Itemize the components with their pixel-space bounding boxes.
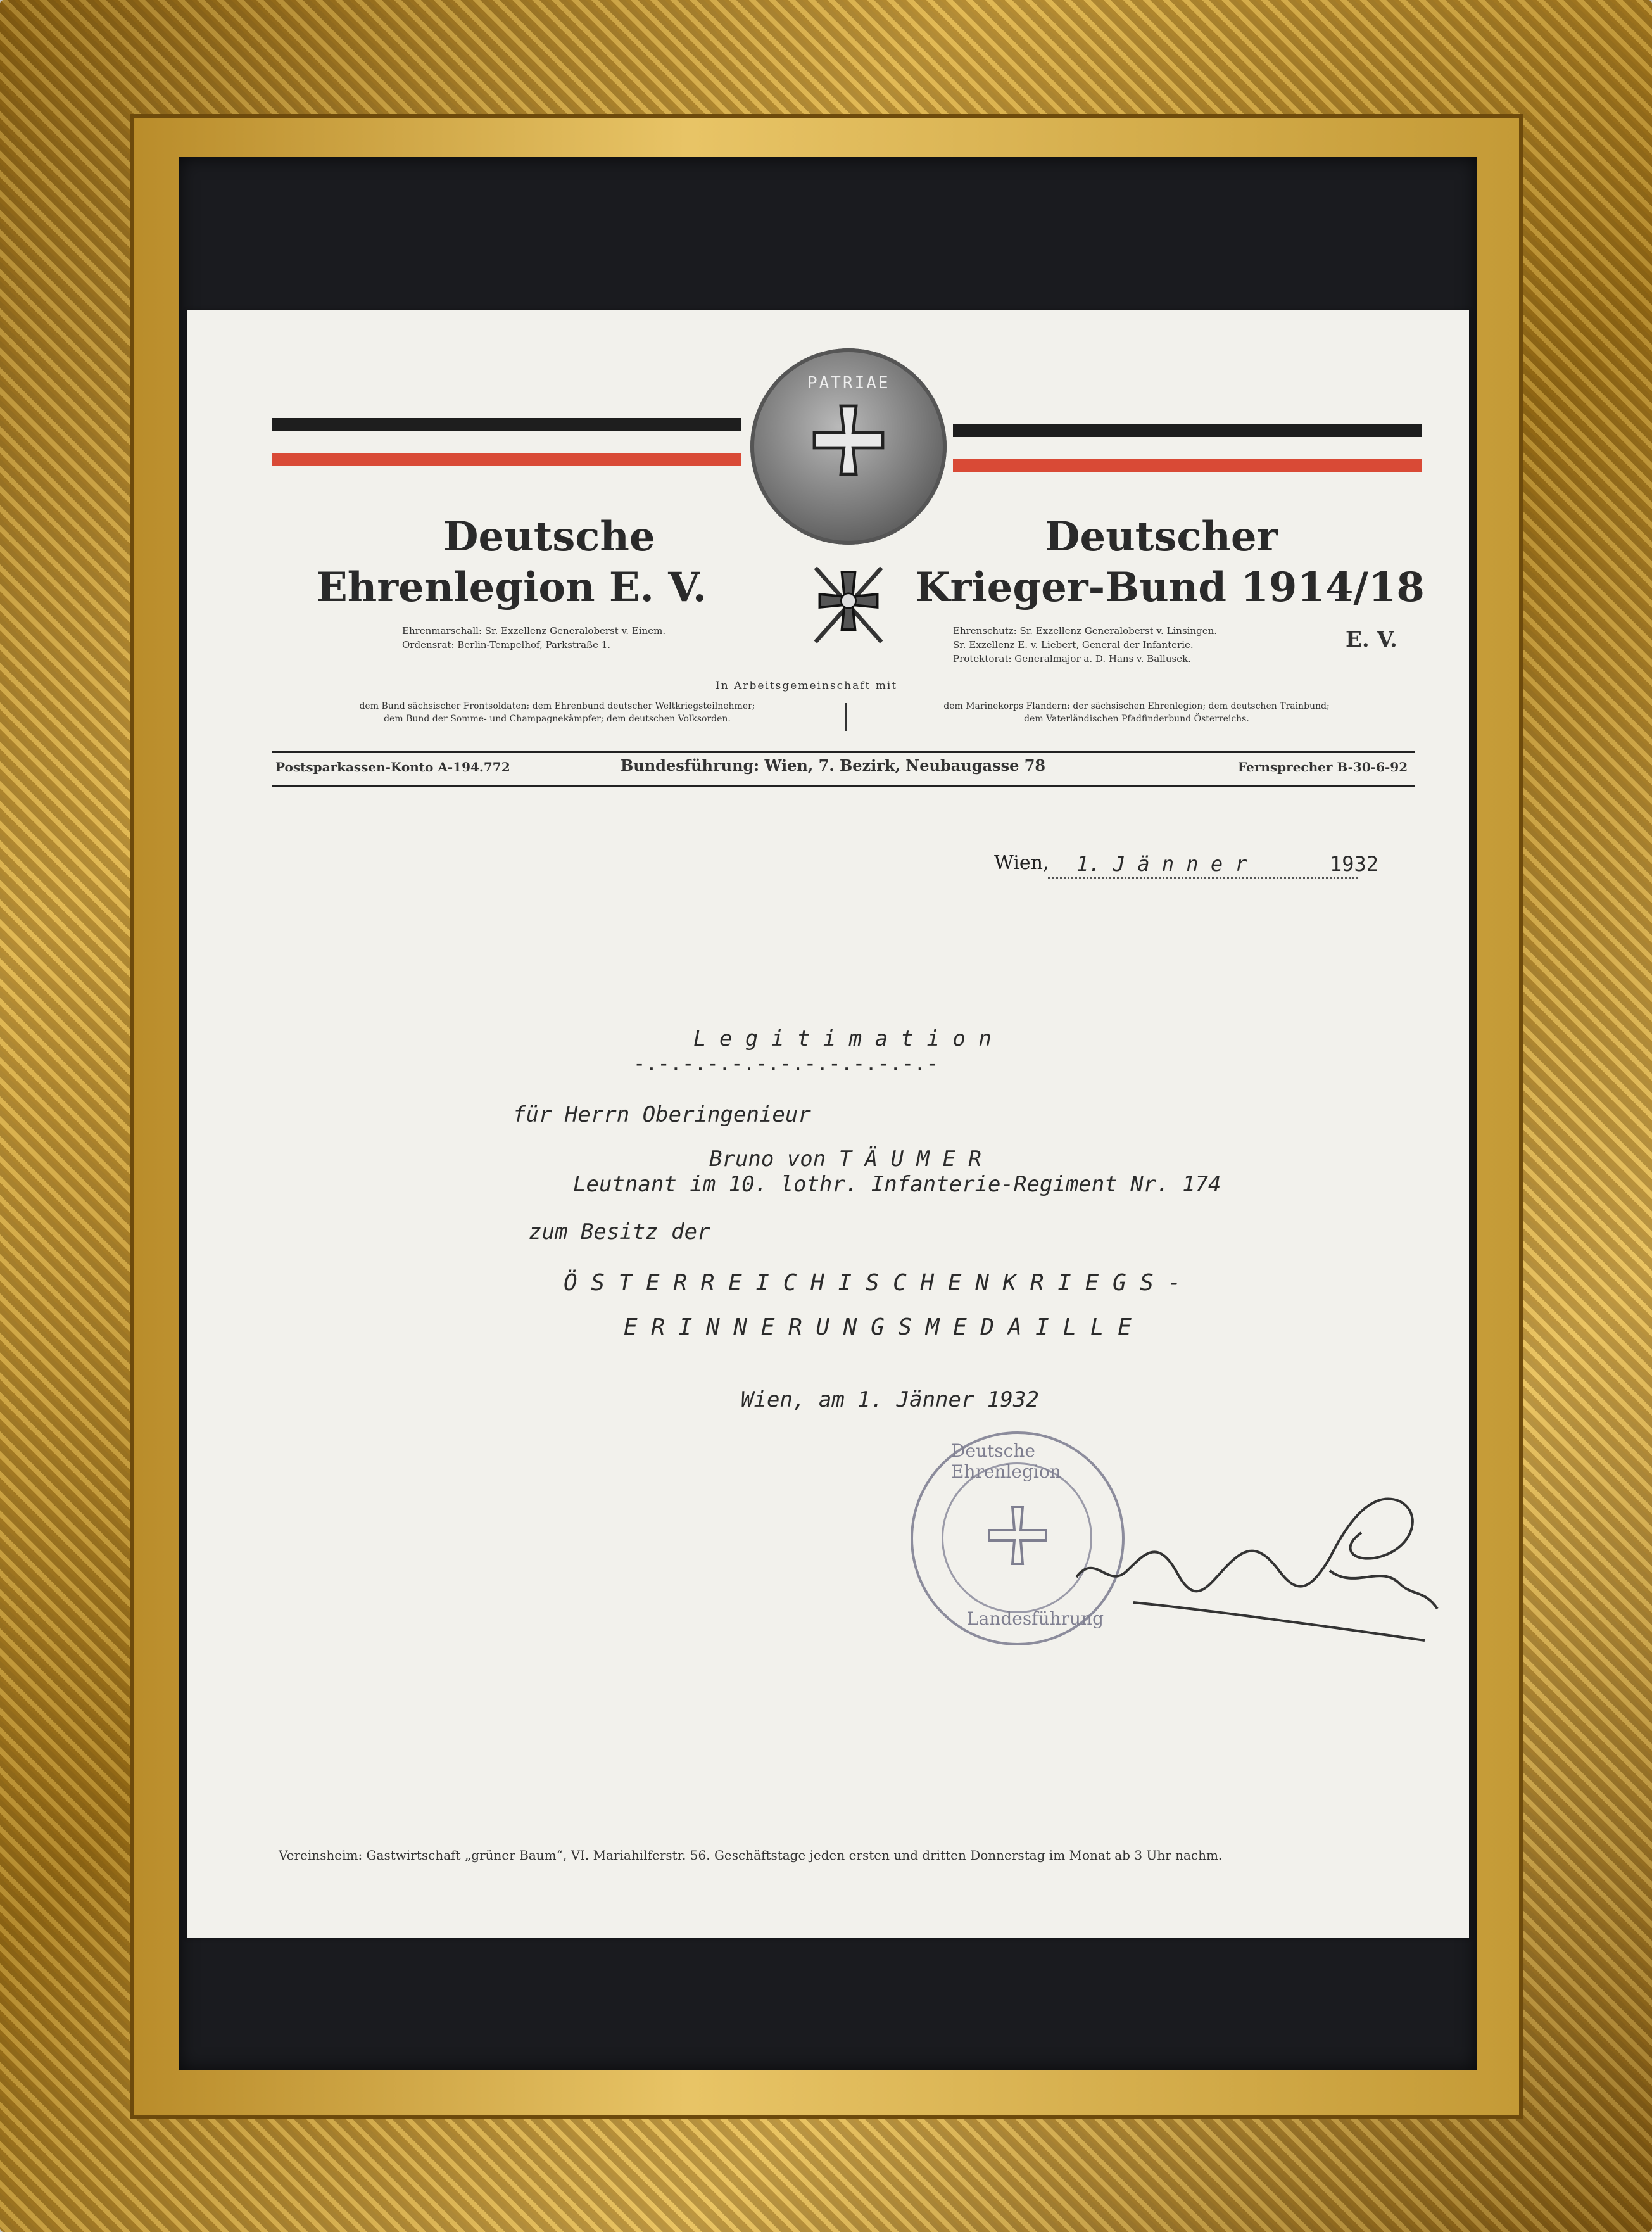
- left-org-name-line1: Deutsche: [443, 513, 655, 561]
- right-patron-line: Ehrenschutz: Sr. Exzellenz Generaloberst v. Linsingen.: [953, 625, 1218, 637]
- recipient-intro: für Herrn Oberingenieur: [513, 1102, 811, 1127]
- right-patron-line: Protektorat: Generalmajor a. D. Hans v. Ballusek.: [953, 653, 1191, 664]
- left-org-name-line2: Ehrenlegion E. V.: [317, 564, 707, 611]
- date-day-month: 1. J ä n n e r: [1076, 852, 1247, 876]
- medal-name-line2: E R I N N E R U N G S M E D A I L L E: [624, 1314, 1132, 1340]
- stamp-bottom-text: Landesführung: [967, 1608, 1104, 1629]
- date-dotted-line: [1048, 877, 1358, 879]
- flag-stripe-black-left: [272, 418, 741, 431]
- left-patron-line: Ordensrat: Berlin-Tempelhof, Parkstraße 1.: [402, 639, 611, 650]
- recipient-name: Bruno von T Ä U M E R: [709, 1146, 981, 1172]
- left-patrons: [402, 624, 665, 652]
- right-patron-line: Sr. Exzellenz E. v. Liebert, General der Infanterie.: [953, 639, 1194, 650]
- flag-stripe-red-left: [272, 453, 741, 466]
- closing-date: Wien, am 1. Jänner 1932: [741, 1387, 1039, 1412]
- letterhead-rule-bottom: [272, 785, 1415, 787]
- date-place: Wien,: [994, 852, 1049, 874]
- footer-note: Vereinsheim: Gastwirtschaft „grüner Baum“, VI. Mariahilferstr. 56. Geschäftstage jeden ersten und dritten Donnerstag im Monat ab 3 Uhr nachm.: [279, 1848, 1223, 1863]
- cooperation-divider: [845, 703, 847, 731]
- iron-cross-medal-emblem: [750, 348, 947, 545]
- title-underline: -.-.-.-.-.-.-.-.-.-.-.-.-: [633, 1051, 938, 1075]
- medal-inscription: PATRIAE: [807, 374, 890, 393]
- phone-number: Fernsprecher B-30-6-92: [1238, 759, 1408, 775]
- flag-stripe-black-right: [953, 424, 1422, 437]
- cooperation-right: [855, 700, 1418, 725]
- handwritten-signature: [1070, 1463, 1463, 1704]
- document-title: L e g i t i m a t i o n: [693, 1026, 992, 1051]
- federal-office-address: Bundesführung: Wien, 7. Bezirk, Neubaugasse 78: [621, 756, 1046, 775]
- cooperation-right-line: dem Vaterländischen Pfadfinderbund Österreichs.: [1024, 714, 1249, 724]
- cross-with-swords-icon: [807, 557, 890, 652]
- medal-name-line1: Ö S T E R R E I C H I S C H E N K R I E G S -: [564, 1270, 1182, 1296]
- right-patrons: [953, 624, 1217, 666]
- letterhead-rule-top: [272, 751, 1415, 753]
- cooperation-left: [279, 700, 836, 725]
- stamp-top-text: Deutsche Ehrenlegion: [951, 1440, 1061, 1482]
- cooperation-left-line: dem Bund der Somme- und Champagnekämpfer; dem deutschen Volksorden.: [384, 714, 731, 724]
- date-year: 1932: [1330, 852, 1379, 876]
- flag-stripe-red-right: [953, 459, 1422, 472]
- cooperation-right-line: dem Marinekorps Flandern: der sächsischen Ehrenlegion; dem deutschen Trainbund;: [943, 701, 1330, 711]
- recipient-rank: Leutnant im 10. lothr. Infanterie-Regiment Nr. 174: [573, 1172, 1221, 1197]
- cooperation-left-line: dem Bund sächsischer Frontsoldaten; dem Ehrenbund deutscher Weltkriegsteilnehmer;: [359, 701, 755, 711]
- cooperation-heading: In Arbeitsgemeinschaft mit: [716, 680, 898, 692]
- left-patron-line: Ehrenmarschall: Sr. Exzellenz Generaloberst v. Einem.: [402, 625, 666, 637]
- iron-cross-icon: [810, 402, 886, 478]
- postal-account: Postsparkassen-Konto A-194.772: [275, 759, 510, 775]
- stamp-cross-icon: [986, 1504, 1049, 1567]
- right-org-ev: E. V.: [1346, 627, 1397, 652]
- right-org-name-line2: Krieger-Bund 1914/18: [915, 564, 1425, 611]
- right-org-name-line1: Deutscher: [1045, 513, 1278, 561]
- possession-line: zum Besitz der: [529, 1219, 710, 1245]
